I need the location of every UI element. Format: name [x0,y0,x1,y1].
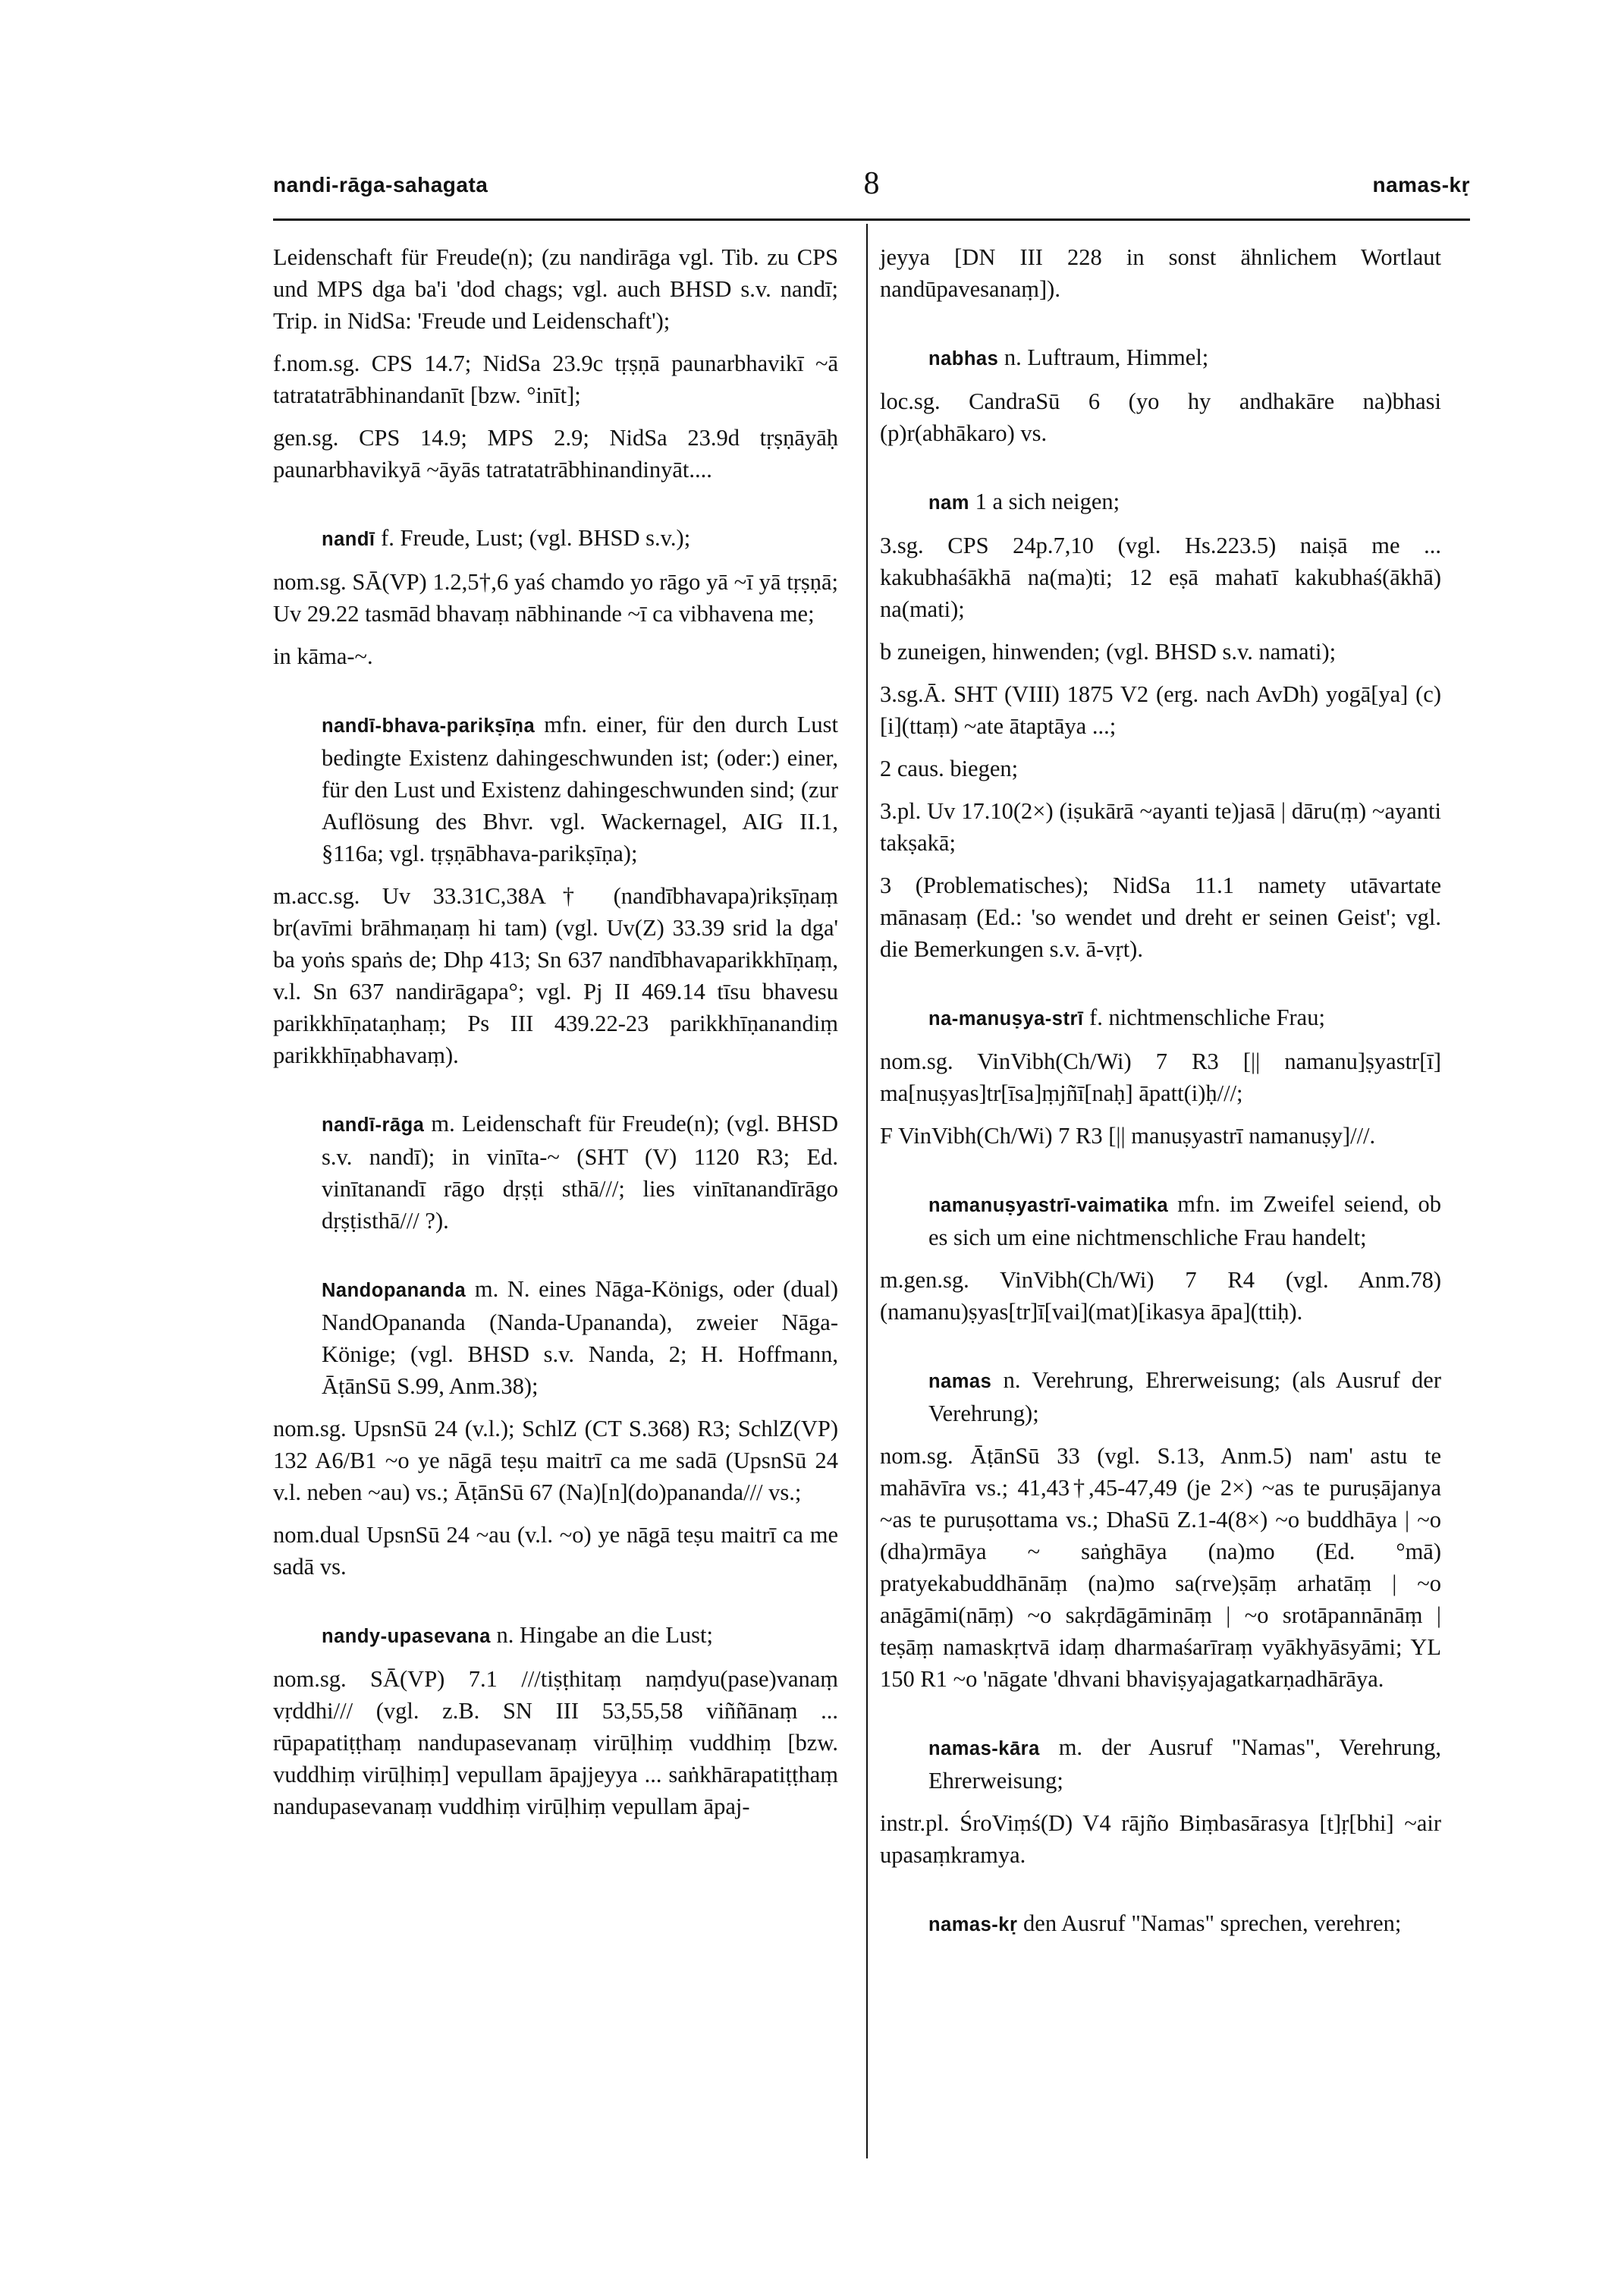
entry-text: m. N. eines Nāga-Königs, oder (dual) NandOpananda (Nanda-Upananda), zweier Nāga-Könige; (vgl. BHSD s.v. Nanda, 2; H. Hoffmann, ĀṭānSū S.99, Anm.38); [322,1276,838,1399]
entry-headword: namas-kāra [928,1738,1040,1759]
entry-headword: nabhas [928,348,999,369]
entry-text: nom.sg. ĀṭānSū 33 (vgl. S.13, Anm.5) nam' astu te mahāvīra vs.; 41,43†,45-47,49 (je 2×) ~as te puruṣājanya ~as te puruṣottama vs.; DhaSū Z.1-4(8×) ~o buddhāya | ~o (dha)rmāya ~ saṅghāya (na)mo (Ed. °mā) pratyekabuddhānāṃ (na)mo sa(rve)ṣāṃ arhatāṃ | ~o anāgāmi(nāṃ) ~o sakṛdāgāmināṃ | ~o srotāpannānāṃ | teṣāṃ namaskṛtvā idaṃ dharmaśarīraṃ vyākhyāsyāmi; YL 150 R1 ~o 'nāgate 'dhvani bhaviṣyajagatkarṇadhārāya. [880,1443,1441,1692]
entry-namanusyastri-vaimatika [880,1188,1441,1328]
entry-text: gen.sg. CPS 14.9; MPS 2.9; NidSa 23.9d tṛṣṇāyāḥ paunarbhavikyā ~āyās tatratatrābhinandinyāt.... [273,425,838,483]
entry-text: jeyya [DN III 228 in sonst ähnlichem Wortlaut nandūpavesanaṃ]). [880,244,1441,302]
entry-headword: nam [928,492,969,514]
entry-text: f. nichtmenschliche Frau; [1089,1004,1325,1030]
entry-headword: namas [928,1371,992,1392]
entry-text: m.acc.sg. Uv 33.31C,38A† (nandībhavapa)rikṣīṇaṃ br(avīmi brāhmaṇaṃ hi tam) (vgl. Uv(Z) 33.39 srid la dga' ba yoṅs spaṅs de; Dhp 413; Sn 637 nandībhavaparikkhīṇaṃ, v.l. Sn 637 nandirāgapa°; vgl. Pj II 469.14 tīsu bhavesu parikkhīṇataṇhaṃ; Ps III 439.22-23 parikkhīṇanandiṃ parikkhīṇabhavaṃ). [273,883,838,1068]
entry-headword: namanuṣyastrī-vaimatika [928,1195,1169,1216]
entry-text: 3.sg.Ā. SHT (VIII) 1875 V2 (erg. nach AvDh) yogā[ya] (c)[i](ttaṃ) ~ate ātaptāya ...; [880,681,1441,739]
entry-text: loc.sg. CandraSū 6 (yo hy andhakāre na)bhasi (p)r(abhākaro) vs. [880,388,1441,446]
entry-text: f.nom.sg. CPS 14.7; NidSa 23.9c tṛṣṇā paunarbhavikī ~ā tatratatrābhinandanīt [bzw. °inīt]; [273,351,838,408]
entry-text: f. Freude, Lust; (vgl. BHSD s.v.); [381,525,691,551]
entry-text: b zuneigen, hinwenden; (vgl. BHSD s.v. namati); [880,639,1337,665]
header-rule [273,218,1470,221]
entry-text: 1 a sich neigen; [975,489,1120,514]
entry-text: in kāma-~. [273,643,373,669]
entry-nandi-raga [273,1108,838,1237]
entry-text: m. der Ausruf "Namas", Verehrung, Ehrerweisung; [928,1734,1441,1794]
entry-namas-kara [880,1731,1441,1871]
entry-text: m. Leidenschaft für Freude(n); (vgl. BHSD s.v. nandī); in vinīta-~ (SHT (V) 1120 R3; Ed. vinītanandī rāgo dṛṣṭi sthā///; lies vinītanandīrāgo dṛṣṭisthā/// ?). [322,1111,838,1234]
right-column [880,241,1441,1977]
entry-nandy-upasevana [273,1619,838,1822]
entry-headword: nandy-upasevana [322,1626,491,1647]
entry-headword: nandī-rāga [322,1114,425,1136]
entry-text: n. Verehrung, Ehrerweisung; (als Ausruf der Verehrung); [928,1367,1441,1426]
entry-text: nom.sg. SĀ(VP) 1.2,5†,6 yaś chamdo yo rāgo yā ~ī yā tṛṣṇā; Uv 29.22 tasmād bhavaṃ nābhinande ~ī ca vibhavena me; [273,569,838,627]
entry-namas [880,1364,1441,1695]
entry-text: 3.sg. CPS 24p.7,10 (vgl. Hs.223.5) naiṣā me ... kakubhaśākhā na(ma)ti; 12 eṣā mahatī kakubhaś(ākhā) na(mati); [880,533,1441,622]
entry-nam [880,486,1441,965]
entry-text: F VinVibh(Ch/Wi) 7 R3 [|| manuṣyastrī namanuṣy]///. [880,1123,1376,1149]
running-head-right: namas-kṛ [1372,173,1470,196]
entry-text: n. Luftraum, Himmel; [1004,344,1209,370]
entry-text: 3 (Problematisches); NidSa 11.1 namety utāvartate mānasaṃ (Ed.: 'so wendet und dreht er seinen Geist'; vgl. die Bemerkungen s.v. ā-vṛt). [880,872,1441,962]
entry-headword: namas-kṛ [928,1914,1018,1935]
page-number: 8 [863,166,880,201]
entry-text: Leidenschaft für Freude(n); (zu nandirāga vgl. Tib. zu CPS und MPS dga ba'i 'dod chags; vgl. auch BHSD s.v. nandī; Trip. in NidSa: 'Freude und Leidenschaft'); [273,244,838,334]
entry-nabhas [880,341,1441,449]
entry-text: n. Hingabe an die Lust; [496,1622,713,1648]
entry-namas-kr [880,1907,1441,1941]
entry-text: den Ausruf "Namas" sprechen, verehren; [1023,1910,1402,1936]
entry-text: instr.pl. ŚroViṃś(D) V4 rājño Biṃbasārasya [t]ṛ[bhi] ~air upasaṃkramya. [880,1810,1441,1868]
entry-headword: nandī-bhava-parikṣīṇa [322,715,536,737]
column-divider [866,224,868,2158]
entry-headword: na-manuṣya-strī [928,1008,1084,1030]
entry-text: nom.sg. VinVibh(Ch/Wi) 7 R3 [|| namanu]ṣyastr[ī] ma[nuṣyas]tr[īsa]ṃjñī[naḥ] āpatt(i)ḥ///; [880,1048,1441,1106]
entry-headword: nandī [322,529,375,550]
entry-text: mfn. im Zweifel seiend, ob es sich um eine nichtmenschliche Frau handelt; [928,1191,1441,1250]
entry-headword: Nandopananda [322,1280,466,1301]
entry-text: mfn. einer, für den durch Lust bedingte Existenz dahingeschwunden ist; (oder:) einer, für den Lust und Existenz dahingeschwunden sind; (zur Auflösung des Bhvr. vgl. Wackernagel, AIG II.1, §116a; vgl. tṛṣṇābhava-parikṣīṇa); [322,712,838,866]
entry-nandopananda [273,1273,838,1583]
entry-text: 3.pl. Uv 17.10(2×) (iṣukārā ~ayanti te)jasā | dāru(ṃ) ~ayanti takṣakā; [880,798,1441,856]
entry-nandy-upasevana-cont [880,241,1441,305]
entry-nandi [273,522,838,672]
entry-text: nom.sg. SĀ(VP) 7.1 ///tiṣṭhitaṃ naṃdyu(pase)vanaṃ vṛddhi/// (vgl. z.B. SN III 53,55,58 viññānaṃ ... rūpapatiṭṭhaṃ nandupasevanaṃ virūḷhiṃ vuddhiṃ [bzw. vuddhiṃ virūḷhiṃ] vepullam āpajjeyya ... saṅkhārapatiṭṭhaṃ nandupasevanaṃ vuddhiṃ virūḷhiṃ vepullam āpaj- [273,1666,838,1819]
entry-nandiraga-sahagata-cont [273,241,838,486]
entry-text: m.gen.sg. VinVibh(Ch/Wi) 7 R4 (vgl. Anm.78) (namanu)ṣyas[tr]ī[vai](mat)[ikasya āpa](ttiḥ). [880,1267,1441,1325]
entry-nandi-bhava-pariksina [273,709,838,1071]
entry-na-manusya-stri [880,1001,1441,1152]
entry-text: nom.dual UpsnSū 24 ~au (v.l. ~o) ye nāgā teṣu maitrī ca me sadā vs. [273,1522,838,1580]
running-head-left: nandi-rāga-sahagata [273,173,488,196]
entry-text: 2 caus. biegen; [880,756,1019,781]
page-header [273,166,1470,218]
left-column [273,241,838,1859]
entry-text: nom.sg. UpsnSū 24 (v.l.); SchlZ (CT S.368) R3; SchlZ(VP) 132 A6/B1 ~o ye nāgā teṣu maitrī ca me sadā (UpsnSū 24 v.l. neben ~au) vs.; ĀṭānSū 67 (Na)[n](do)pananda/// vs.; [273,1416,838,1505]
